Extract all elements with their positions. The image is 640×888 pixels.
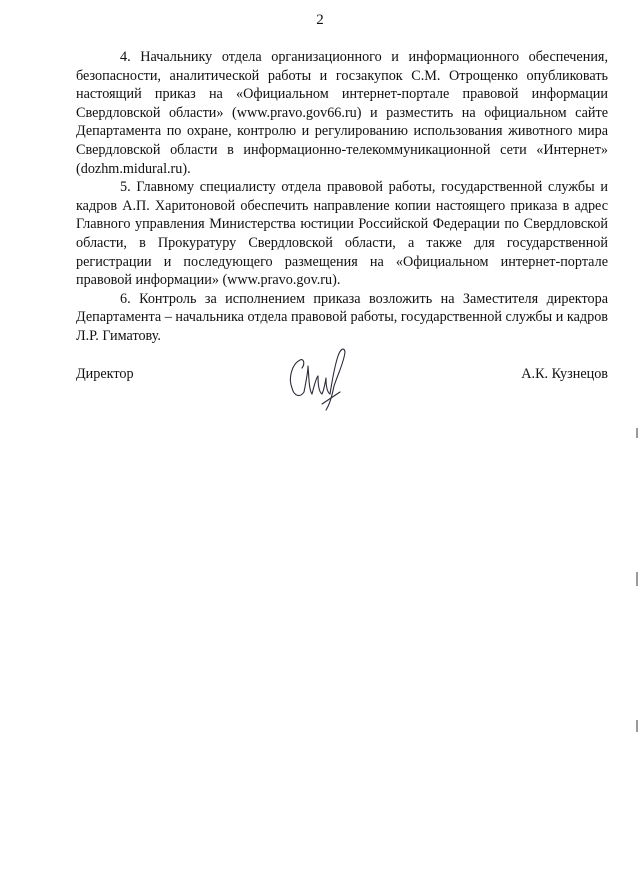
paragraph-item-5: 5. Главному специалисту отдела правовой работы, государственной службы и кадров А.П. Харитоновой обеспечить направление копии настоящего приказа в адрес Главного управления Министерства юстиции Российской Федерации по Свердловской области, в Прокуратуру Свердловской области, а также для государственной регистрации и последующего размещения на «Официальном интернет-портале правовой информации» (www.pravo.gov.ru). [76,179,608,289]
paragraph-item-6: 6. Контроль за исполнением приказа возложить на Заместителя директора Департамента – начальника отдела правовой работы, государственной службы и кадров Л.Р. Гиматову. [76,290,608,344]
page-number: 2 [316,12,324,28]
paragraph-item-4: 4. Начальнику отдела организационного и информационного обеспечения, безопасности, аналитической работы и госзакупок С.М. Отрощенко опубликовать настоящий приказ на «Официальном интернет-портале правовой информации Свердловской области» (www.pravo.gov66.ru) и разместить на официальном сайте Департамента по охране, контролю и регулированию использования животного мира Свердловской области в информационно-телекоммуникационной сети «Интернет» (dozhm.midural.ru). [76,49,608,177]
signature-block [76,352,608,432]
scan-edge-mark [636,428,638,438]
scan-edge-mark [636,572,638,586]
signatory-title: Директор [76,366,134,382]
document-body [76,48,608,346]
signatory-name: А.К. Кузнецов [521,366,608,382]
handwritten-signature [278,338,358,416]
scan-edge-mark [636,720,638,732]
